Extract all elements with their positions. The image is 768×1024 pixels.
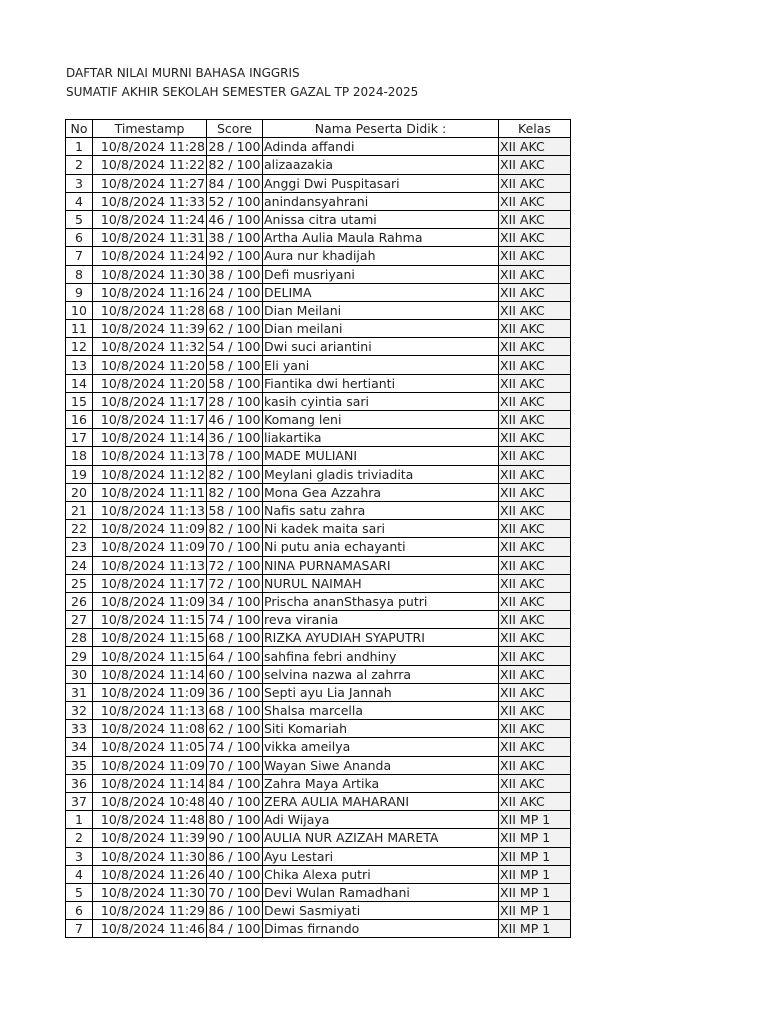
score-cell: 78 / 100: [207, 447, 263, 465]
row-number-cell: 22: [66, 520, 93, 538]
table-row: [66, 229, 571, 247]
class-cell: XII AKC: [499, 574, 571, 592]
row-number-cell: 5: [66, 210, 93, 228]
row-number-cell: 10: [66, 301, 93, 319]
table-body: [66, 138, 571, 938]
row-number-cell: 28: [66, 629, 93, 647]
score-cell: 58 / 100: [207, 374, 263, 392]
row-number-cell: 5: [66, 883, 93, 901]
class-cell: XII AKC: [499, 465, 571, 483]
class-cell: XII AKC: [499, 338, 571, 356]
student-name-cell: Dewi Sasmiyati: [263, 902, 499, 920]
class-cell: XII AKC: [499, 592, 571, 610]
score-cell: 92 / 100: [207, 247, 263, 265]
score-cell: 46 / 100: [207, 210, 263, 228]
score-cell: 82 / 100: [207, 520, 263, 538]
table-row: [66, 501, 571, 519]
student-name-cell: Dwi suci ariantini: [263, 338, 499, 356]
table-row: [66, 720, 571, 738]
row-number-cell: 18: [66, 447, 93, 465]
class-cell: XII AKC: [499, 174, 571, 192]
timestamp-cell: 10/8/2024 11:16: [93, 283, 207, 301]
row-number-cell: 1: [66, 811, 93, 829]
score-cell: 70 / 100: [207, 538, 263, 556]
class-cell: XII MP 1: [499, 865, 571, 883]
table-row: [66, 247, 571, 265]
row-number-cell: 16: [66, 411, 93, 429]
score-cell: 36 / 100: [207, 683, 263, 701]
class-cell: XII MP 1: [499, 811, 571, 829]
score-cell: 62 / 100: [207, 720, 263, 738]
score-cell: 68 / 100: [207, 301, 263, 319]
timestamp-cell: 10/8/2024 11:13: [93, 702, 207, 720]
row-number-cell: 29: [66, 647, 93, 665]
score-cell: 40 / 100: [207, 865, 263, 883]
table-header-row: [66, 120, 571, 138]
student-name-cell: Shalsa marcella: [263, 702, 499, 720]
class-cell: XII AKC: [499, 374, 571, 392]
class-cell: XII AKC: [499, 702, 571, 720]
row-number-cell: 25: [66, 574, 93, 592]
student-name-cell: Anggi Dwi Puspitasari: [263, 174, 499, 192]
row-number-cell: 8: [66, 265, 93, 283]
row-number-cell: 34: [66, 738, 93, 756]
table-row: [66, 902, 571, 920]
header-nama-peserta-didik: Nama Peserta Didik :: [263, 120, 499, 138]
timestamp-cell: 10/8/2024 11:30: [93, 847, 207, 865]
header-kelas: Kelas: [499, 120, 571, 138]
table-row: [66, 538, 571, 556]
class-cell: XII AKC: [499, 520, 571, 538]
table-row: [66, 174, 571, 192]
student-name-cell: Ni kadek maita sari: [263, 520, 499, 538]
student-name-cell: NURUL NAIMAH: [263, 574, 499, 592]
timestamp-cell: 10/8/2024 11:48: [93, 811, 207, 829]
table-row: [66, 920, 571, 938]
timestamp-cell: 10/8/2024 11:14: [93, 429, 207, 447]
timestamp-cell: 10/8/2024 10:48: [93, 792, 207, 810]
class-cell: XII AKC: [499, 301, 571, 319]
student-name-cell: anindansyahrani: [263, 192, 499, 210]
student-name-cell: Siti Komariah: [263, 720, 499, 738]
score-cell: 68 / 100: [207, 702, 263, 720]
class-cell: XII AKC: [499, 265, 571, 283]
table-row: [66, 865, 571, 883]
student-name-cell: sahfina febri andhiny: [263, 647, 499, 665]
table-row: [66, 811, 571, 829]
row-number-cell: 4: [66, 192, 93, 210]
timestamp-cell: 10/8/2024 11:29: [93, 902, 207, 920]
timestamp-cell: 10/8/2024 11:05: [93, 738, 207, 756]
table-row: [66, 829, 571, 847]
class-cell: XII AKC: [499, 156, 571, 174]
class-cell: XII AKC: [499, 356, 571, 374]
class-cell: XII MP 1: [499, 829, 571, 847]
student-name-cell: Dian meilani: [263, 320, 499, 338]
timestamp-cell: 10/8/2024 11:13: [93, 447, 207, 465]
header-score: Score: [207, 120, 263, 138]
table-row: [66, 592, 571, 610]
row-number-cell: 35: [66, 756, 93, 774]
table-row: [66, 301, 571, 319]
score-cell: 58 / 100: [207, 356, 263, 374]
row-number-cell: 23: [66, 538, 93, 556]
table-row: [66, 520, 571, 538]
table-row: [66, 611, 571, 629]
timestamp-cell: 10/8/2024 11:15: [93, 629, 207, 647]
student-name-cell: liakartika: [263, 429, 499, 447]
row-number-cell: 2: [66, 829, 93, 847]
table-row: [66, 392, 571, 410]
table-row: [66, 338, 571, 356]
student-name-cell: Wayan Siwe Ananda: [263, 756, 499, 774]
timestamp-cell: 10/8/2024 11:39: [93, 829, 207, 847]
timestamp-cell: 10/8/2024 11:30: [93, 883, 207, 901]
timestamp-cell: 10/8/2024 11:14: [93, 774, 207, 792]
class-cell: XII AKC: [499, 629, 571, 647]
row-number-cell: 37: [66, 792, 93, 810]
student-name-cell: vikka ameilya: [263, 738, 499, 756]
student-name-cell: Komang leni: [263, 411, 499, 429]
class-cell: XII AKC: [499, 556, 571, 574]
row-number-cell: 33: [66, 720, 93, 738]
class-cell: XII AKC: [499, 538, 571, 556]
table-row: [66, 683, 571, 701]
student-name-cell: Septi ayu Lia Jannah: [263, 683, 499, 701]
student-name-cell: Dian Meilani: [263, 301, 499, 319]
row-number-cell: 13: [66, 356, 93, 374]
class-cell: XII AKC: [499, 501, 571, 519]
row-number-cell: 3: [66, 174, 93, 192]
timestamp-cell: 10/8/2024 11:33: [93, 192, 207, 210]
timestamp-cell: 10/8/2024 11:28: [93, 138, 207, 156]
row-number-cell: 20: [66, 483, 93, 501]
class-cell: XII AKC: [499, 683, 571, 701]
student-name-cell: DELIMA: [263, 283, 499, 301]
score-cell: 82 / 100: [207, 465, 263, 483]
student-name-cell: Anissa citra utami: [263, 210, 499, 228]
class-cell: XII AKC: [499, 392, 571, 410]
student-name-cell: Devi Wulan Ramadhani: [263, 883, 499, 901]
score-cell: 86 / 100: [207, 847, 263, 865]
timestamp-cell: 10/8/2024 11:30: [93, 265, 207, 283]
header-no: No: [66, 120, 93, 138]
row-number-cell: 17: [66, 429, 93, 447]
student-name-cell: Fiantika dwi hertianti: [263, 374, 499, 392]
table-row: [66, 738, 571, 756]
student-name-cell: Aura nur khadijah: [263, 247, 499, 265]
score-cell: 34 / 100: [207, 592, 263, 610]
timestamp-cell: 10/8/2024 11:46: [93, 920, 207, 938]
timestamp-cell: 10/8/2024 11:27: [93, 174, 207, 192]
student-name-cell: alizaazakia: [263, 156, 499, 174]
table-row: [66, 320, 571, 338]
document-title: DAFTAR NILAI MURNI BAHASA INGGRIS: [66, 66, 300, 80]
table-row: [66, 138, 571, 156]
student-name-cell: Ni putu ania echayanti: [263, 538, 499, 556]
student-name-cell: Prischa ananSthasya putri: [263, 592, 499, 610]
table-row: [66, 283, 571, 301]
class-cell: XII AKC: [499, 283, 571, 301]
row-number-cell: 21: [66, 501, 93, 519]
table-row: [66, 483, 571, 501]
table-row: [66, 702, 571, 720]
score-cell: 54 / 100: [207, 338, 263, 356]
student-name-cell: MADE MULIANI: [263, 447, 499, 465]
score-cell: 80 / 100: [207, 811, 263, 829]
score-cell: 72 / 100: [207, 556, 263, 574]
table-row: [66, 156, 571, 174]
student-name-cell: kasih cyintia sari: [263, 392, 499, 410]
timestamp-cell: 10/8/2024 11:12: [93, 465, 207, 483]
timestamp-cell: 10/8/2024 11:32: [93, 338, 207, 356]
row-number-cell: 14: [66, 374, 93, 392]
class-cell: XII AKC: [499, 756, 571, 774]
score-cell: 60 / 100: [207, 665, 263, 683]
table-row: [66, 429, 571, 447]
timestamp-cell: 10/8/2024 11:17: [93, 392, 207, 410]
row-number-cell: 32: [66, 702, 93, 720]
class-cell: XII AKC: [499, 247, 571, 265]
score-cell: 68 / 100: [207, 629, 263, 647]
timestamp-cell: 10/8/2024 11:15: [93, 611, 207, 629]
row-number-cell: 31: [66, 683, 93, 701]
student-name-cell: Dimas firnando: [263, 920, 499, 938]
table-row: [66, 647, 571, 665]
student-name-cell: Mona Gea Azzahra: [263, 483, 499, 501]
timestamp-cell: 10/8/2024 11:13: [93, 501, 207, 519]
student-name-cell: Nafis satu zahra: [263, 501, 499, 519]
student-name-cell: Eli yani: [263, 356, 499, 374]
student-name-cell: Meylani gladis triviadita: [263, 465, 499, 483]
score-cell: 36 / 100: [207, 429, 263, 447]
table-row: [66, 210, 571, 228]
timestamp-cell: 10/8/2024 11:15: [93, 647, 207, 665]
table-row: [66, 265, 571, 283]
timestamp-cell: 10/8/2024 11:31: [93, 229, 207, 247]
class-cell: XII MP 1: [499, 920, 571, 938]
timestamp-cell: 10/8/2024 11:09: [93, 592, 207, 610]
row-number-cell: 4: [66, 865, 93, 883]
row-number-cell: 3: [66, 847, 93, 865]
timestamp-cell: 10/8/2024 11:20: [93, 356, 207, 374]
row-number-cell: 27: [66, 611, 93, 629]
table-row: [66, 883, 571, 901]
score-cell: 52 / 100: [207, 192, 263, 210]
score-cell: 86 / 100: [207, 902, 263, 920]
timestamp-cell: 10/8/2024 11:20: [93, 374, 207, 392]
class-cell: XII AKC: [499, 210, 571, 228]
score-cell: 84 / 100: [207, 774, 263, 792]
table-row: [66, 847, 571, 865]
score-cell: 90 / 100: [207, 829, 263, 847]
timestamp-cell: 10/8/2024 11:14: [93, 665, 207, 683]
score-cell: 28 / 100: [207, 392, 263, 410]
score-cell: 84 / 100: [207, 174, 263, 192]
timestamp-cell: 10/8/2024 11:08: [93, 720, 207, 738]
timestamp-cell: 10/8/2024 11:09: [93, 756, 207, 774]
score-cell: 84 / 100: [207, 920, 263, 938]
timestamp-cell: 10/8/2024 11:22: [93, 156, 207, 174]
class-cell: XII AKC: [499, 229, 571, 247]
table-row: [66, 356, 571, 374]
row-number-cell: 7: [66, 920, 93, 938]
table-row: [66, 774, 571, 792]
row-number-cell: 7: [66, 247, 93, 265]
table-row: [66, 556, 571, 574]
row-number-cell: 24: [66, 556, 93, 574]
row-number-cell: 6: [66, 229, 93, 247]
table-row: [66, 629, 571, 647]
student-name-cell: reva virania: [263, 611, 499, 629]
score-cell: 46 / 100: [207, 411, 263, 429]
row-number-cell: 6: [66, 902, 93, 920]
score-cell: 74 / 100: [207, 611, 263, 629]
class-cell: XII AKC: [499, 429, 571, 447]
score-cell: 64 / 100: [207, 647, 263, 665]
class-cell: XII AKC: [499, 792, 571, 810]
student-name-cell: Ayu Lestari: [263, 847, 499, 865]
student-name-cell: Zahra Maya Artika: [263, 774, 499, 792]
row-number-cell: 12: [66, 338, 93, 356]
table-row: [66, 411, 571, 429]
timestamp-cell: 10/8/2024 11:09: [93, 520, 207, 538]
grades-table: [65, 119, 571, 938]
score-cell: 70 / 100: [207, 883, 263, 901]
class-cell: XII AKC: [499, 138, 571, 156]
class-cell: XII MP 1: [499, 847, 571, 865]
class-cell: XII MP 1: [499, 883, 571, 901]
timestamp-cell: 10/8/2024 11:24: [93, 210, 207, 228]
timestamp-cell: 10/8/2024 11:17: [93, 574, 207, 592]
table-row: [66, 792, 571, 810]
score-cell: 82 / 100: [207, 156, 263, 174]
timestamp-cell: 10/8/2024 11:24: [93, 247, 207, 265]
student-name-cell: Defi musriyani: [263, 265, 499, 283]
document-subtitle: SUMATIF AKHIR SEKOLAH SEMESTER GAZAL TP 2024-2025: [66, 85, 419, 99]
row-number-cell: 19: [66, 465, 93, 483]
student-name-cell: ZERA AULIA MAHARANI: [263, 792, 499, 810]
table-row: [66, 447, 571, 465]
timestamp-cell: 10/8/2024 11:39: [93, 320, 207, 338]
student-name-cell: Adinda affandi: [263, 138, 499, 156]
class-cell: XII AKC: [499, 647, 571, 665]
class-cell: XII AKC: [499, 483, 571, 501]
score-cell: 40 / 100: [207, 792, 263, 810]
header-timestamp: Timestamp: [93, 120, 207, 138]
row-number-cell: 36: [66, 774, 93, 792]
class-cell: XII AKC: [499, 611, 571, 629]
table-row: [66, 756, 571, 774]
score-cell: 74 / 100: [207, 738, 263, 756]
score-cell: 82 / 100: [207, 483, 263, 501]
class-cell: XII AKC: [499, 192, 571, 210]
timestamp-cell: 10/8/2024 11:09: [93, 683, 207, 701]
row-number-cell: 1: [66, 138, 93, 156]
row-number-cell: 15: [66, 392, 93, 410]
timestamp-cell: 10/8/2024 11:17: [93, 411, 207, 429]
row-number-cell: 9: [66, 283, 93, 301]
row-number-cell: 2: [66, 156, 93, 174]
score-cell: 24 / 100: [207, 283, 263, 301]
table-row: [66, 574, 571, 592]
table-row: [66, 192, 571, 210]
class-cell: XII MP 1: [499, 902, 571, 920]
row-number-cell: 26: [66, 592, 93, 610]
class-cell: XII AKC: [499, 320, 571, 338]
timestamp-cell: 10/8/2024 11:09: [93, 538, 207, 556]
class-cell: XII AKC: [499, 774, 571, 792]
student-name-cell: Artha Aulia Maula Rahma: [263, 229, 499, 247]
class-cell: XII AKC: [499, 720, 571, 738]
student-name-cell: selvina nazwa al zahrra: [263, 665, 499, 683]
class-cell: XII AKC: [499, 738, 571, 756]
student-name-cell: Chika Alexa putri: [263, 865, 499, 883]
student-name-cell: Adi Wijaya: [263, 811, 499, 829]
row-number-cell: 11: [66, 320, 93, 338]
score-cell: 38 / 100: [207, 265, 263, 283]
table-row: [66, 665, 571, 683]
class-cell: XII AKC: [499, 411, 571, 429]
timestamp-cell: 10/8/2024 11:26: [93, 865, 207, 883]
class-cell: XII AKC: [499, 447, 571, 465]
timestamp-cell: 10/8/2024 11:11: [93, 483, 207, 501]
score-cell: 38 / 100: [207, 229, 263, 247]
score-cell: 72 / 100: [207, 574, 263, 592]
class-cell: XII AKC: [499, 665, 571, 683]
table-row: [66, 465, 571, 483]
student-name-cell: AULIA NUR AZIZAH MARETA: [263, 829, 499, 847]
score-cell: 70 / 100: [207, 756, 263, 774]
student-name-cell: NINA PURNAMASARI: [263, 556, 499, 574]
timestamp-cell: 10/8/2024 11:13: [93, 556, 207, 574]
score-cell: 58 / 100: [207, 501, 263, 519]
table-row: [66, 374, 571, 392]
score-cell: 28 / 100: [207, 138, 263, 156]
row-number-cell: 30: [66, 665, 93, 683]
score-cell: 62 / 100: [207, 320, 263, 338]
student-name-cell: RIZKA AYUDIAH SYAPUTRI: [263, 629, 499, 647]
timestamp-cell: 10/8/2024 11:28: [93, 301, 207, 319]
